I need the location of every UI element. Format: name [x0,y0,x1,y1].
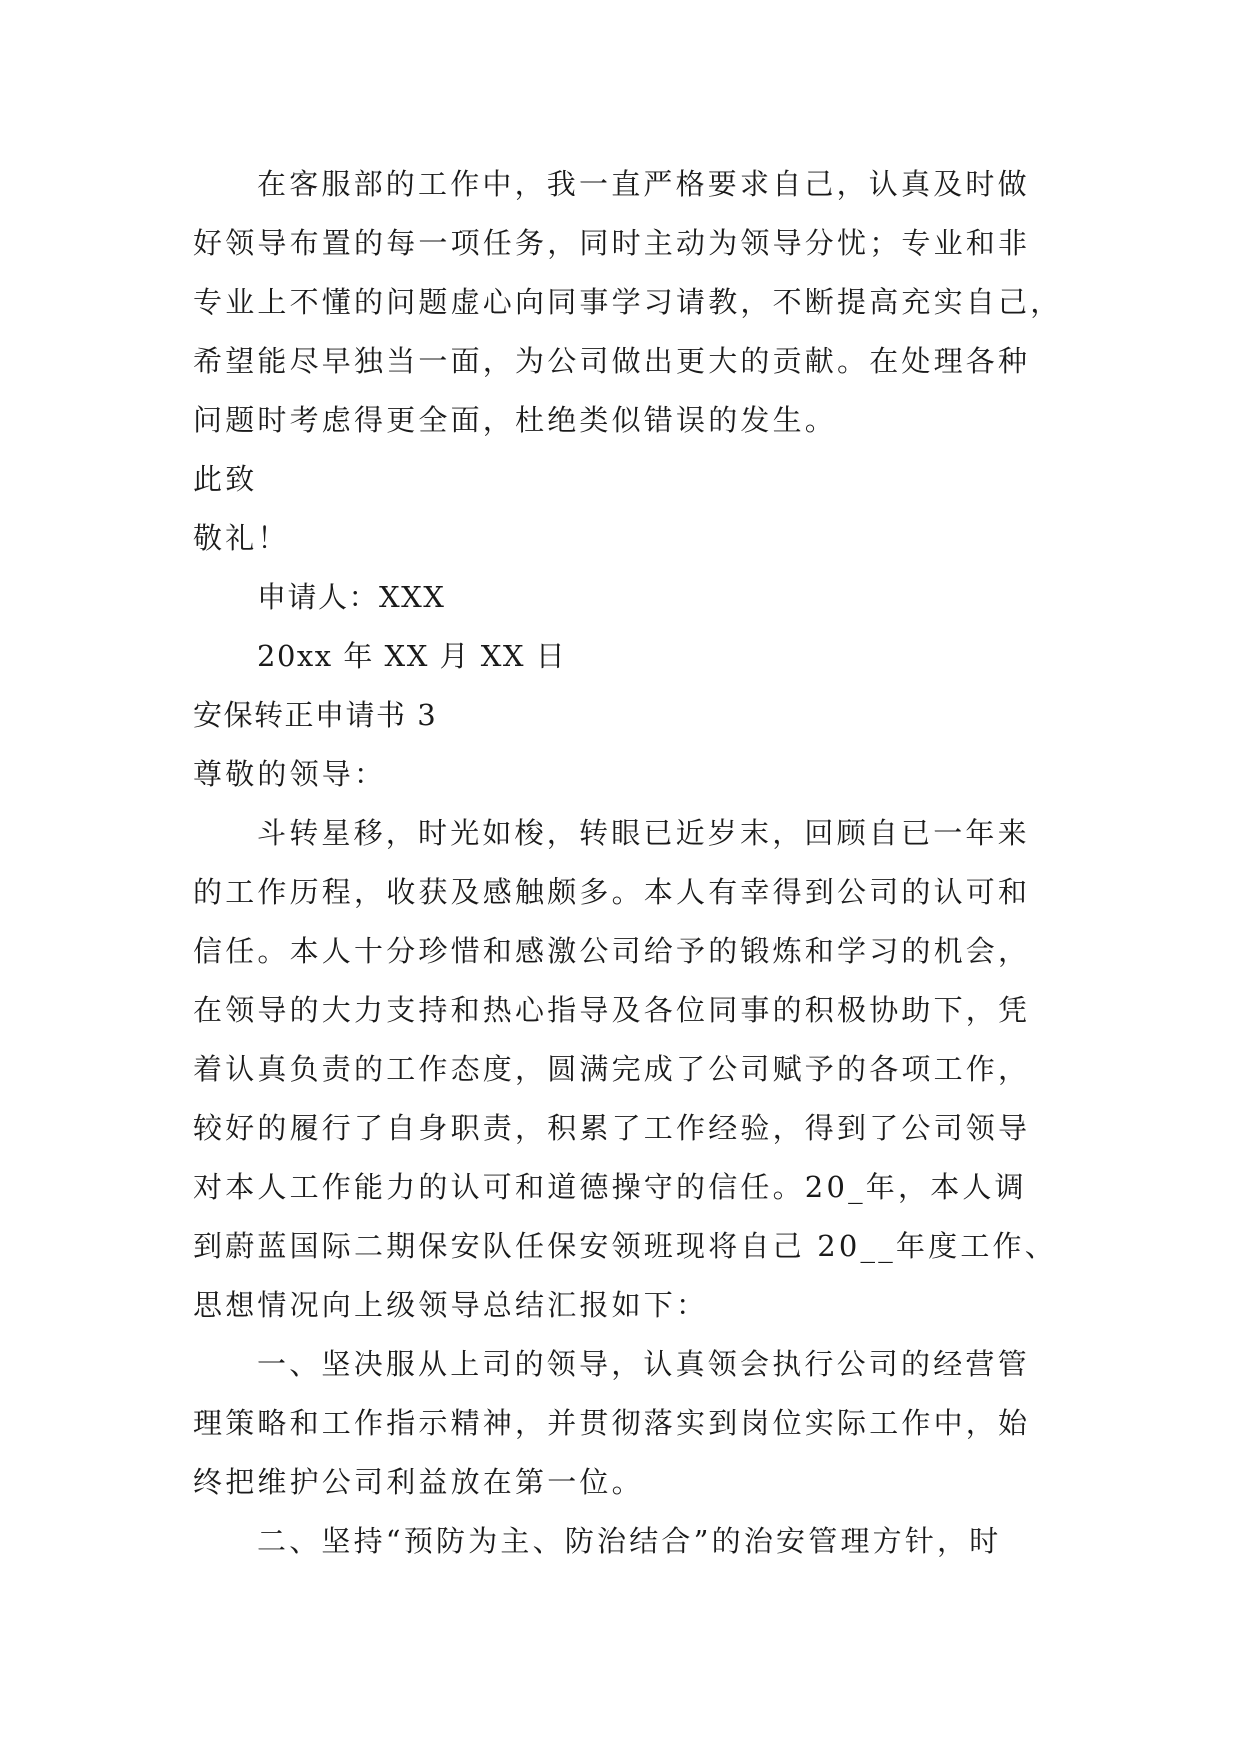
salutation-line: 敬礼！ [193,521,290,555]
greeting-line: 尊敬的领导： [193,757,387,791]
paragraph-line: 专业上不懂的问题虚心向同事学习请教，不断提高充实自己， [193,285,1063,319]
paragraph-line: 着认真负责的工作态度，圆满完成了公司赋予的各项工作， [193,1052,1031,1086]
paragraph-line: 到蔚蓝国际二期保安队任保安领班现将自己 20__年度工作、 [193,1229,1057,1263]
paragraph-line: 问题时考虑得更全面，杜绝类似错误的发生。 [193,403,838,437]
paragraph-line: 较好的履行了自身职责，积累了工作经验，得到了公司领导 [193,1111,1031,1145]
paragraph-line: 终把维护公司利益放在第一位。 [193,1465,644,1499]
paragraph-line: 一、坚决服从上司的领导，认真领会执行公司的经营管 [257,1347,1030,1381]
paragraph-line: 信任。本人十分珍惜和感激公司给予的锻炼和学习的机会， [193,934,1031,968]
date-line: 20xx 年 XX 月 XX 日 [257,639,567,673]
paragraph-line: 理策略和工作指示精神，并贯彻落实到岗位实际工作中，始 [193,1406,1031,1440]
paragraph-line: 的工作历程，收获及感触颇多。本人有幸得到公司的认可和 [193,875,1031,909]
paragraph-line: 斗转星移，时光如梭，转眼已近岁末，回顾自已一年来 [257,816,1030,850]
document-page [193,155,1093,1571]
paragraph-line: 二、坚持“预防为主、防治结合”的治安管理方针，时 [257,1524,1002,1558]
paragraph-line: 对本人工作能力的认可和道德操守的信任。20_年，本人调 [193,1170,1027,1204]
section-title: 安保转正申请书 3 [193,698,438,732]
paragraph-line: 思想情况向上级领导总结汇报如下： [193,1288,709,1322]
closing-line: 此致 [193,462,258,496]
paragraph-line: 在领导的大力支持和热心指导及各位同事的积极协助下，凭 [193,993,1031,1027]
paragraph-line: 在客服部的工作中，我一直严格要求自己，认真及时做 [257,167,1030,201]
paragraph-line: 好领导布置的每一项任务，同时主动为领导分忧；专业和非 [193,226,1031,260]
paragraph-line: 希望能尽早独当一面，为公司做出更大的贡献。在处理各种 [193,344,1031,378]
applicant-line: 申请人：XXX [257,580,446,614]
